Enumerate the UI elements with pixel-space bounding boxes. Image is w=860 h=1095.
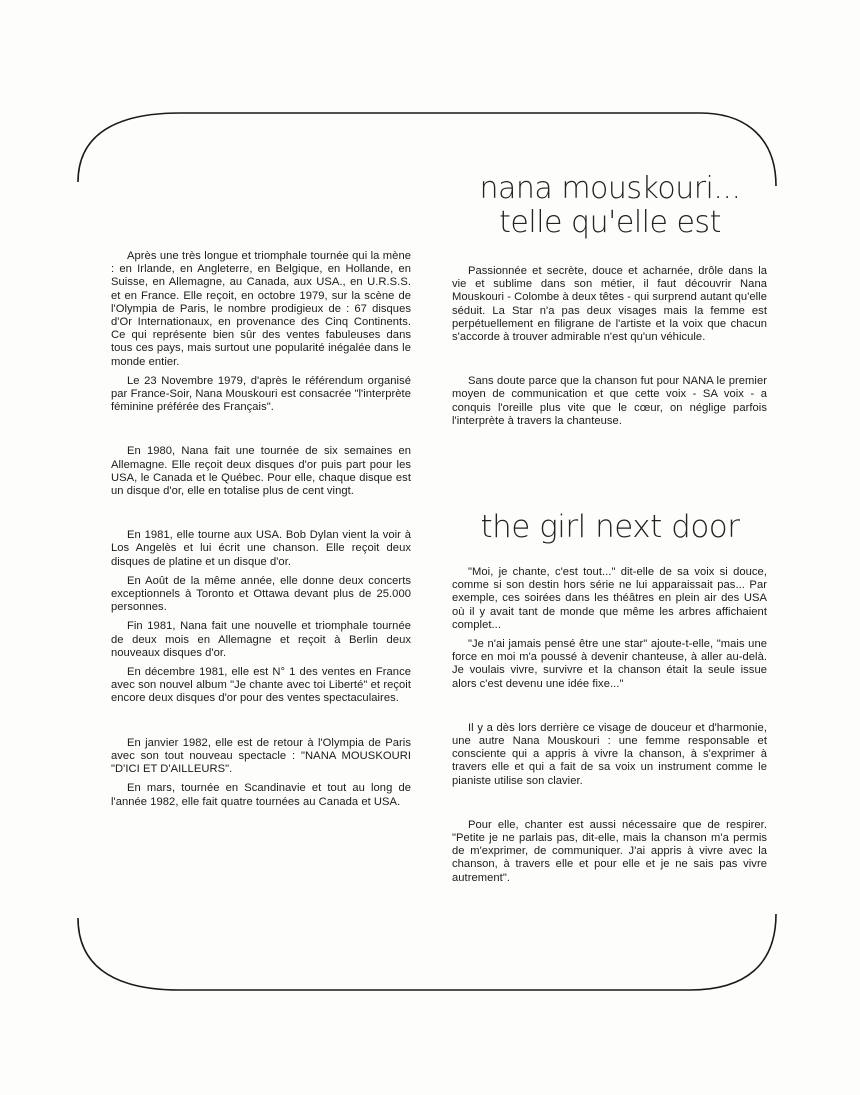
paragraph: En mars, tournée en Scandinavie et tout au long de l'année 1982, elle fait quatre tournées au Canada et USA. [111,782,411,808]
frame-bottom-curve [78,914,776,990]
paragraph: Fin 1981, Nana fait une nouvelle et triomphale tournée de deux mois en Allemagne et reçoit à Berlin deux nouveaux disques d'or. [111,620,411,659]
right-column-top [452,265,767,428]
paragraph: Il y a dès lors derrière ce visage de douceur et d'harmonie, une autre Nana Mouskouri : une femme responsable et consciente qui a appris à vivre la chanson, à s'exprimer à travers elle et qui a fait de sa voix un instrument comme le pianiste utilise son clavier. [452,721,767,787]
paragraph: Passionnée et secrète, douce et acharnée, drôle dans la vie et sublime dans son métier, il faut découvrir Nana Mouskouri - Colombe à deux têtes - qui surprend autant qu'elle séduit. La Star n'a pas deux visages mais la femme est perpétuellement en filigrane de l'artiste et la voix que chacun s'accorde à trouver admirable n'est qu'un véhicule. [452,265,767,344]
main-title-line1: nana mouskouri... [479,171,741,206]
paragraph: Le 23 Novembre 1979, d'après le référendum organisé par France-Soir, Nana Mouskouri est consacrée "l'interprète féminine préférée des Français". [111,374,411,414]
section-title: the girl next door [480,509,740,545]
left-column [111,250,411,809]
paragraph: Sans doute parce que la chanson fut pour NANA le premier moyen de communication et que cette voix - SA voix - a conquis l'oreille plus vite que le cœur, on néglige parfois l'interprète à travers la chanteuse. [452,375,767,427]
paragraph: Après une très longue et triomphale tournée qui la mène : en Irlande, en Angleterre, en Belgique, en Hollande, en Suisse, en Allemagne, au Canada, aux USA., en U.R.S.S. et en France. Elle reçoit, en octobre 1979, sur la scène de l'Olympia de Paris, le nombre prodigieux de : 67 disques d'Or Internationaux, en provenance des Cinq Continents. Ce qui représente bien sûr des ventes fabuleuses dans tous ces pays, mais surtout une popularité inégalée dans le monde entier. [111,250,411,368]
main-title [455,172,765,240]
main-title-line2: telle qu'elle est [499,205,721,240]
paragraph: En 1980, Nana fait une tournée de six semaines en Allemagne. Elle reçoit deux disques d'or puis part pour les USA, le Canada et le Québec. Pour elle, chaque disque est un disque d'or, elle en totalise plus de cent vingt. [111,445,411,498]
paragraph: En Août de la même année, elle donne deux concerts exceptionnels à Toronto et Ottawa devant plus de 25.000 personnes. [111,574,411,614]
paragraph: Pour elle, chanter est aussi nécessaire que de respirer. "Petite je ne parlais pas, dit-elle, mais la chanson m'a permis de m'exprimer, de communiquer. J'ai appris à vivre avec la chanson, à travers elle et pour elle et je ne sais pas vivre autrement". [452,818,767,884]
paragraph: "Moi, je chante, c'est tout..." dit-elle de sa voix si douce, comme si son destin hors série ne lui apparaissait pas... Par exemple, ces soirées dans les théâtres en plein air des USA où il y avait tant de monde que même les arbres affichaient complet... [452,566,767,631]
paragraph: En 1981, elle tourne aux USA. Bob Dylan vient la voir à Los Angelès et lui écrit une chanson. Elle reçoit deux disques de platine et un disque d'or. [111,529,411,568]
paragraph: "Je n'ai jamais pensé être une star" ajoute-t-elle, "mais une force en moi m'a poussé à devenir chanteuse, à aller au-delà. Je voulais vivre, survivre et la chanson était la seule issue alors c'est devenu une idée fixe..." [452,638,767,690]
paragraph: En décembre 1981, elle est N° 1 des ventes en France avec son nouvel album "Je chante avec toi Liberté" et reçoit encore deux disques d'or pour des ventes spectaculaires. [111,666,411,705]
right-column-bottom [452,566,767,885]
paragraph: En janvier 1982, elle est de retour à l'Olympia de Paris avec son tout nouveau spectacle : "NANA MOUSKOURI "D'ICI ET D'AILLEURS". [111,736,411,776]
